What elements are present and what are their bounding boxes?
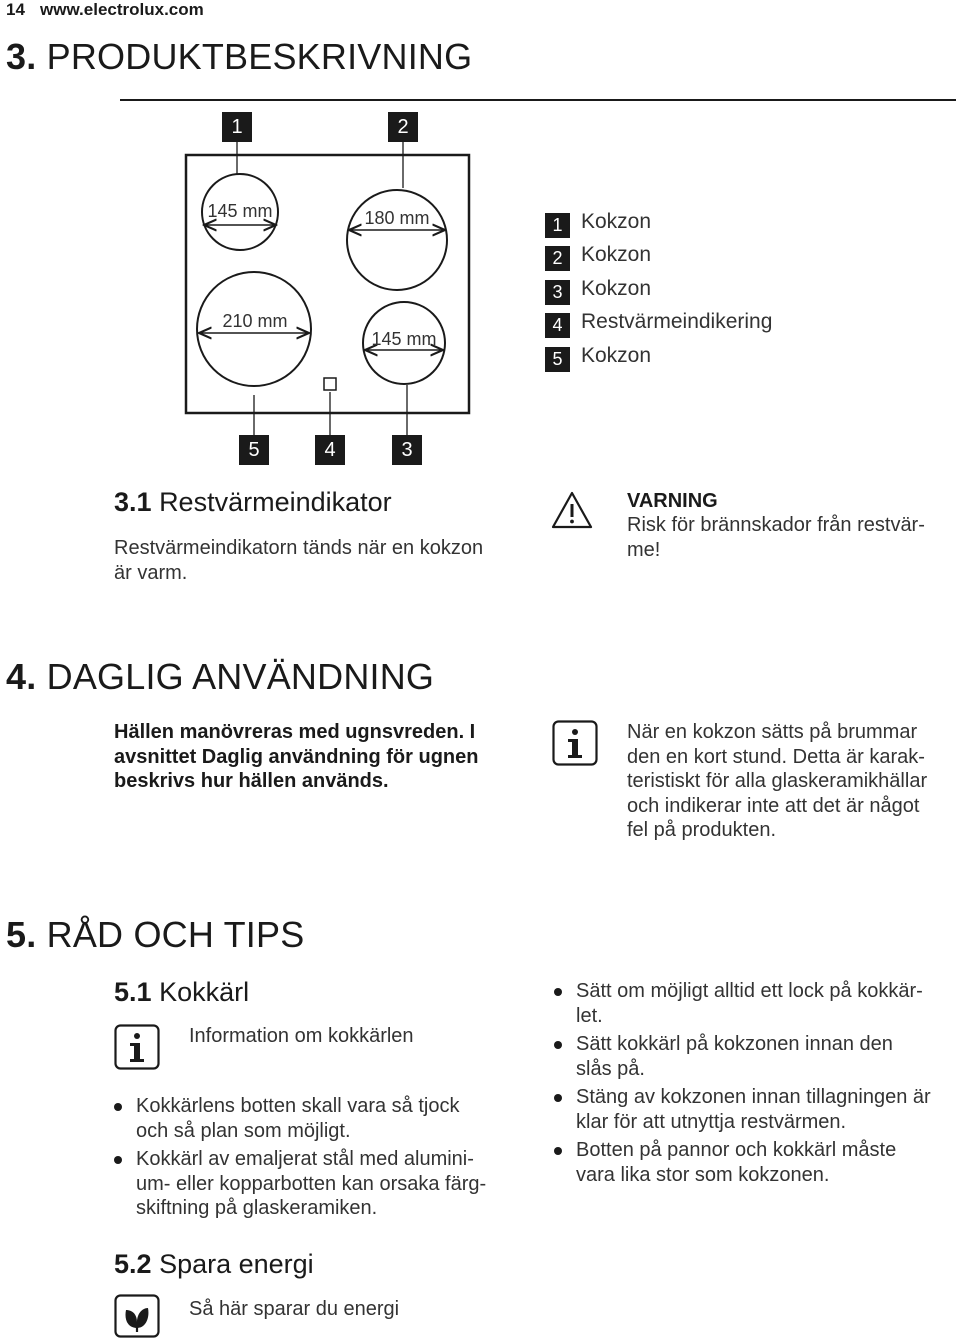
list-item: [554, 1085, 958, 1134]
section-3-1-heading: [114, 487, 392, 518]
legend-label-5: Kokzon: [581, 344, 652, 367]
list-item: [554, 1138, 958, 1187]
text-line: um- eller kopparbotten kan orsaka färg-: [136, 1172, 487, 1195]
text-line: är varm.: [114, 561, 188, 584]
section-4-title: DAGLIG ANVÄNDNING: [46, 656, 435, 697]
callout-3: 3: [392, 435, 422, 465]
section-5-2-info: Så här sparar du energi: [189, 1298, 400, 1320]
callout-2: 2: [388, 112, 418, 142]
section-divider: [120, 99, 956, 101]
text-line: fel på produkten.: [627, 819, 776, 841]
section-5-1-title: Kokkärl: [159, 977, 250, 1007]
section-4-info-text: [627, 720, 957, 843]
section-5-2-number: 5.2: [114, 1249, 152, 1279]
list-item: [554, 979, 958, 1028]
text-line: den en kort stund. Detta är karak-: [627, 745, 925, 768]
section-3-1-number: 3.1: [114, 487, 152, 517]
section-3-number: 3.: [6, 36, 37, 77]
section-5-1-heading: [114, 977, 249, 1008]
legend-label-2: Kokzon: [581, 243, 652, 266]
info-icon: [552, 720, 598, 766]
section-4-bold-text: [114, 720, 534, 794]
text-line: Stäng av kokzonen innan tillagningen är: [576, 1086, 931, 1108]
legend-label-4: Restvärmeindikering: [581, 310, 773, 333]
text-line: När en kokzon sätts på brummar: [627, 721, 918, 743]
legend-num-1: 1: [545, 213, 570, 238]
text-line: Risk för brännskador från restvär-: [627, 514, 925, 536]
section-5-1-info: Information om kokkärlen: [189, 1025, 414, 1047]
header-url[interactable]: www.electrolux.com: [40, 0, 204, 19]
text-line: avsnittet Daglig användning för ugnen: [114, 745, 479, 768]
eco-leaf-icon: [114, 1294, 160, 1338]
list-item: [114, 1094, 534, 1143]
residual-heat-indicator-icon: [324, 378, 336, 390]
right-bullet-list: [554, 979, 958, 1191]
legend-num-5: 5: [545, 347, 570, 372]
text-line: skiftning på glaskeramiken.: [136, 1197, 378, 1219]
section-4-number: 4.: [6, 656, 37, 697]
warning-title: VARNING: [627, 490, 718, 512]
text-line: let.: [576, 1004, 603, 1027]
info-icon: [114, 1024, 160, 1070]
warning-icon: [550, 490, 594, 530]
left-bullet-list: [114, 1094, 534, 1225]
text-line: teristiskt för alla glaskeramikhällar: [627, 770, 928, 792]
text-line: slås på.: [576, 1057, 645, 1080]
text-line: Sätt kokkärl på kokzonen innan den: [576, 1033, 893, 1055]
zone-label-top-left: 145 mm: [207, 201, 273, 221]
legend-num-2: 2: [545, 246, 570, 271]
section-5-2-heading: [114, 1249, 314, 1280]
zone-label-bottom-right: 145 mm: [371, 329, 437, 349]
text-line: Hällen manövreras med ugnsvreden. I: [114, 721, 476, 743]
section-3-heading: [6, 36, 472, 78]
zone-label-bottom-left: 210 mm: [222, 311, 288, 331]
section-5-heading: [6, 914, 304, 956]
section-3-1-text: [114, 536, 524, 585]
section-5-number: 5.: [6, 914, 37, 955]
section-3-1-title: Restvärmeindikator: [159, 487, 392, 517]
legend-label-3: Kokzon: [581, 277, 652, 300]
section-4-heading: [6, 656, 434, 698]
text-line: beskrivs hur hällen används.: [114, 770, 389, 792]
text-line: me!: [627, 538, 661, 561]
legend-label-1: Kokzon: [581, 210, 652, 233]
text-line: vara lika stor som kokzonen.: [576, 1163, 830, 1186]
section-3-title: PRODUKTBESKRIVNING: [46, 36, 473, 77]
zone-label-top-right: 180 mm: [364, 208, 430, 228]
legend-num-3: 3: [545, 280, 570, 305]
section-5-2-title: Spara energi: [159, 1249, 314, 1279]
callout-4: 4: [315, 435, 345, 465]
text-line: Sätt om möjligt alltid ett lock på kokkär-: [576, 980, 923, 1002]
callout-5: 5: [239, 435, 269, 465]
list-item: [554, 1032, 958, 1081]
text-line: Botten på pannor och kokkärl måste: [576, 1139, 897, 1161]
text-line: Kokkärlens botten skall vara så tjock: [136, 1095, 460, 1117]
callout-1: 1: [222, 112, 252, 142]
warning-text: [627, 513, 957, 562]
hob-diagram: [150, 110, 490, 470]
list-item: [114, 1147, 534, 1221]
text-line: Kokkärl av emaljerat stål med alumini-: [136, 1148, 474, 1170]
text-line: klar för att utnyttja restvärmen.: [576, 1110, 847, 1133]
text-line: och indikerar inte att det är något: [627, 794, 920, 817]
page-number: 14: [6, 0, 25, 19]
section-5-1-number: 5.1: [114, 977, 152, 1007]
legend-num-4: 4: [545, 313, 570, 338]
section-5-title: RÅD OCH TIPS: [46, 914, 305, 955]
text-line: och så plan som möjligt.: [136, 1119, 351, 1142]
text-line: Restvärmeindikatorn tänds när en kokzon: [114, 537, 484, 559]
zone-top-right: [347, 190, 447, 290]
